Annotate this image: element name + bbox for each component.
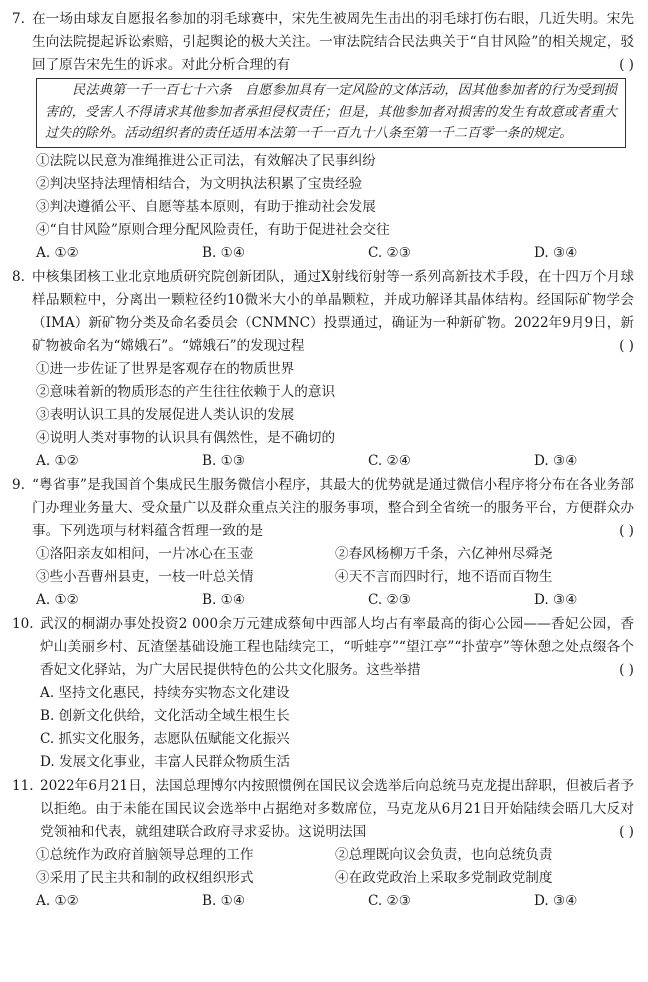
choice-c[interactable]: C. 抓实文化服务，志愿队伍赋能文化振兴 (40, 730, 290, 747)
question-9 (12, 474, 634, 612)
choice-a[interactable]: A. ①② (36, 892, 79, 909)
answer-bracket: ( ) (619, 661, 634, 678)
question-number: 9. (12, 476, 25, 493)
choice-d[interactable]: D. ③④ (534, 591, 578, 608)
choice-c[interactable]: C. ②③ (368, 244, 411, 261)
question-number: 8. (12, 268, 25, 285)
question-text: 在一场由球友自愿报名参加的羽毛球赛中，宋先生被周先生击出的羽毛球打伤右眼，几近失明。宋先生向法院提起诉讼索赔，引起舆论的极大关注。一审法院结合民法典关于“自甘风险”的相关规定，驳回了原告宋先生的诉求。对此分析合理的有 (32, 11, 634, 73)
law-quote-box (36, 78, 626, 148)
choice-b[interactable]: B. ①③ (202, 452, 246, 469)
statement: ②意味着新的物质形态的产生往往依赖于人的意识 (36, 383, 336, 400)
answer-bracket: ( ) (619, 57, 634, 73)
question-stem (12, 775, 634, 844)
statement: ②判决坚持法理情相结合，为文明执法积累了宝贵经验 (36, 175, 363, 192)
statement: ④天不言而四时行，地不语而百物生 (335, 568, 553, 585)
question-8 (12, 266, 634, 473)
choice-a[interactable]: A. ①② (36, 591, 79, 608)
question-7 (12, 8, 634, 265)
question-stem (12, 8, 634, 77)
statement: ①进一步佐证了世界是客观存在的物质世界 (36, 360, 295, 377)
choice-b[interactable]: B. ①④ (202, 892, 246, 909)
question-number: 11. (12, 777, 34, 794)
statement: ④“自甘风险”原则合理分配风险责任，有助于促进社会交往 (36, 221, 390, 238)
choice-d[interactable]: D. ③④ (534, 452, 578, 469)
choice-a[interactable]: A. ①② (36, 244, 79, 261)
statement-row (12, 867, 634, 890)
answer-bracket: ( ) (619, 823, 634, 840)
choice-a[interactable]: A. 坚持文化惠民，持续夯实物态文化建设 (40, 684, 290, 701)
answer-bracket: ( ) (619, 522, 634, 539)
statement: ②总理既向议会负责，也向总统负责 (335, 846, 553, 863)
answer-choices (12, 890, 634, 913)
choice-b[interactable]: B. ①④ (202, 591, 246, 608)
statement-row (12, 844, 634, 867)
statement: ③采用了民主共和制的政权组织形式 (36, 869, 254, 886)
choice-c[interactable]: C. ②③ (368, 892, 411, 909)
answer-choices (12, 450, 634, 473)
statement: ②春风杨柳万千条，六亿神州尽舜尧 (335, 545, 553, 562)
choice-c[interactable]: C. ②④ (368, 452, 411, 469)
statement: ①法院以民意为准绳推进公正司法，有效解决了民事纠纷 (36, 152, 376, 169)
statement-row (12, 566, 634, 589)
choice-a[interactable]: A. ①② (36, 452, 79, 469)
statement: ④说明人类对事物的认识具有偶然性，是不确切的 (36, 429, 336, 446)
question-stem (12, 613, 634, 682)
statement: ④在政党政治上采取多党制政党制度 (335, 869, 553, 886)
statement: ①洛阳亲友如相问，一片冰心在玉壶 (36, 545, 254, 562)
statement: ③些小吾曹州县吏，一枝一叶总关情 (36, 568, 254, 585)
answer-choices (12, 589, 634, 612)
statement: ①总统作为政府首脑领导总理的工作 (36, 846, 254, 863)
answer-bracket: ( ) (619, 337, 634, 354)
question-11 (12, 775, 634, 913)
choice-d[interactable]: D. ③④ (534, 244, 578, 261)
statement-row (12, 543, 634, 566)
question-stem (12, 266, 634, 358)
statement: ③判决遵循公平、自愿等基本原则，有助于推动社会发展 (36, 198, 376, 215)
question-number: 7. (12, 11, 25, 27)
law-quote-text: 民法典第一千一百七十六条 自愿参加具有一定风险的文体活动，因其他参加者的行为受到损害的，受害人不得请求其他参加者承担侵权责任；但是，其他参加者对损害的发生有故意或者重大过失的除外。活动组织者的责任适用本法第一千一百九十八条至第一千二百零一条的规定。 (45, 83, 617, 141)
choice-b[interactable]: B. 创新文化供给，文化活动全域生根生长 (40, 707, 290, 724)
question-text: 武汉的桐湖办事处投资2 000余万元建成蔡甸中西部人均占有率最高的街心公园——香妃公园，香炉山美丽乡村、瓦渣堡基础设施工程也陆续完工，“听蛙亭”“望江亭”“扑萤亭”等休憩之处点缀各个香妃文化驿站，为广大居民提供特色的公共文化服务。这些举措 (40, 615, 634, 678)
choice-d[interactable]: D. ③④ (534, 892, 578, 909)
statement: ③表明认识工具的发展促进人类认识的发展 (36, 406, 295, 423)
question-10 (12, 613, 634, 774)
choice-c[interactable]: C. ②③ (368, 591, 411, 608)
question-stem (12, 474, 634, 543)
question-text: 2022年6月21日，法国总理博尔内按照惯例在国民议会选举后向总统马克龙提出辞职，但被后者予以拒绝。由于未能在国民议会选举中占据绝对多数席位，马克龙从6月21日开始陆续会晤几大反对党领袖和代表，就组建联合政府寻求妥协。这说明法国 (40, 777, 634, 840)
question-number: 10. (12, 615, 34, 632)
choice-d[interactable]: D. 发展文化事业，丰富人民群众物质生活 (40, 753, 291, 770)
question-text: 中核集团核工业北京地质研究院创新团队，通过X射线衍射等一系列高新技术手段，在十四万个月球样品颗粒中，分离出一颗粒径约10微米大小的单晶颗粒，并成功解译其晶体结构。经国际矿物学会（IMA）新矿物分类及命名委员会（CNMNC）投票通过，确证为一种新矿物。2022年9月9日，新矿物被命名为“嫦娥石”。“嫦娥石”的发现过程 (32, 268, 634, 354)
answer-choices (12, 242, 634, 265)
choice-b[interactable]: B. ①④ (202, 244, 246, 261)
question-text: “粤省事”是我国首个集成民生服务微信小程序，其最大的优势就是通过微信小程序将分布在各业务部门办理业务量大、受众量广以及群众重点关注的服务事项，整合到全省统一的服务平台，方便群众办事。下列选项与材料蕴含哲理一致的是 (32, 476, 634, 539)
